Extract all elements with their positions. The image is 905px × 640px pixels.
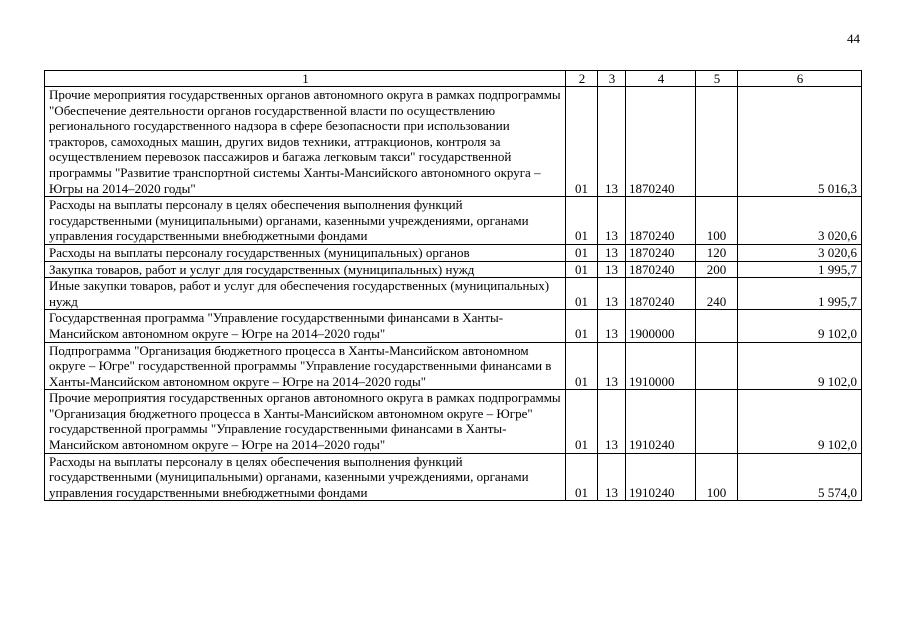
- row-section-code: 01: [566, 278, 598, 310]
- row-expense-type: [696, 390, 738, 453]
- row-target-article: 1910240: [626, 453, 696, 501]
- row-amount: 1 995,7: [738, 261, 862, 278]
- row-section-code: 01: [566, 261, 598, 278]
- row-target-article: 1870240: [626, 278, 696, 310]
- row-description: Подпрограмма "Организация бюджетного процесса в Ханты-Мансийском автономном округе – Югре" государственной программы "Управление государственными финансами в Ханты-Мансийском автономном округе – Югре на 2014–2020 годы": [45, 342, 566, 390]
- table-row: [45, 87, 862, 197]
- row-section-code: 01: [566, 310, 598, 342]
- row-subsection-code: 13: [598, 244, 626, 261]
- column-header-2: 2: [566, 71, 598, 87]
- row-section-code: 01: [566, 244, 598, 261]
- row-subsection-code: 13: [598, 278, 626, 310]
- row-description: Прочие мероприятия государственных органов автономного округа в рамках подпрограммы "Обеспечение деятельности органов государственной власти по осуществлению регионального государственного надзора в сфере безопасности при использовании тракторов, самоходных машин, других видов техники, аттракционов, контроля за осуществлением перевозок пассажиров и багажа легковым такси" государственной программы "Развитие транспортной системы Ханты-Мансийского автономного округа – Югры на 2014–2020 годы": [45, 87, 566, 197]
- row-description: Иные закупки товаров, работ и услуг для обеспечения государственных (муниципальных) нужд: [45, 278, 566, 310]
- row-description: Расходы на выплаты персоналу в целях обеспечения выполнения функций государственными (муниципальными) органами, казенными учреждениями, органами управления государственными внебюджетными фондами: [45, 453, 566, 501]
- row-amount: 9 102,0: [738, 310, 862, 342]
- row-target-article: 1870240: [626, 261, 696, 278]
- row-expense-type: [696, 87, 738, 197]
- table-row: [45, 261, 862, 278]
- row-expense-type: 100: [696, 197, 738, 245]
- row-amount: 5 574,0: [738, 453, 862, 501]
- column-header-5: 5: [696, 71, 738, 87]
- row-amount: 1 995,7: [738, 278, 862, 310]
- row-subsection-code: 13: [598, 453, 626, 501]
- row-expense-type: 120: [696, 244, 738, 261]
- table-row: [45, 310, 862, 342]
- row-section-code: 01: [566, 453, 598, 501]
- row-amount: 9 102,0: [738, 342, 862, 390]
- row-target-article: 1900000: [626, 310, 696, 342]
- row-subsection-code: 13: [598, 261, 626, 278]
- page-number: 44: [847, 31, 860, 46]
- table-row: [45, 244, 862, 261]
- table-row: [45, 342, 862, 390]
- row-description: Прочие мероприятия государственных органов автономного округа в рамках подпрограммы "Организация бюджетного процесса в Ханты-Мансийском автономном округе – Югре" государственной программы "Управление государственными финансами в Ханты-Мансийском автономном округе – Югре на 2014–2020 годы": [45, 390, 566, 453]
- row-section-code: 01: [566, 342, 598, 390]
- row-subsection-code: 13: [598, 197, 626, 245]
- row-expense-type: 100: [696, 453, 738, 501]
- row-amount: 3 020,6: [738, 197, 862, 245]
- table-row: [45, 197, 862, 245]
- row-target-article: 1870240: [626, 197, 696, 245]
- row-description: Расходы на выплаты персоналу государственных (муниципальных) органов: [45, 244, 566, 261]
- row-section-code: 01: [566, 87, 598, 197]
- table-header-row: [45, 71, 862, 87]
- row-description: Закупка товаров, работ и услуг для государственных (муниципальных) нужд: [45, 261, 566, 278]
- row-target-article: 1870240: [626, 244, 696, 261]
- row-expense-type: [696, 310, 738, 342]
- row-description: Расходы на выплаты персоналу в целях обеспечения выполнения функций государственными (муниципальными) органами, казенными учреждениями, органами управления государственными внебюджетными фондами: [45, 197, 566, 245]
- row-expense-type: [696, 342, 738, 390]
- column-header-6: 6: [738, 71, 862, 87]
- row-expense-type: 240: [696, 278, 738, 310]
- row-target-article: 1910240: [626, 390, 696, 453]
- row-target-article: 1870240: [626, 87, 696, 197]
- row-section-code: 01: [566, 197, 598, 245]
- row-subsection-code: 13: [598, 87, 626, 197]
- table-row: [45, 390, 862, 453]
- row-subsection-code: 13: [598, 310, 626, 342]
- table-row: [45, 278, 862, 310]
- table-row: [45, 453, 862, 501]
- row-amount: 9 102,0: [738, 390, 862, 453]
- row-expense-type: 200: [696, 261, 738, 278]
- row-section-code: 01: [566, 390, 598, 453]
- row-amount: 5 016,3: [738, 87, 862, 197]
- row-subsection-code: 13: [598, 342, 626, 390]
- budget-table: [44, 70, 862, 501]
- row-description: Государственная программа "Управление государственными финансами в Ханты-Мансийском автономном округе – Югре на 2014–2020 годы": [45, 310, 566, 342]
- column-header-1: 1: [45, 71, 566, 87]
- row-amount: 3 020,6: [738, 244, 862, 261]
- column-header-3: 3: [598, 71, 626, 87]
- row-subsection-code: 13: [598, 390, 626, 453]
- row-target-article: 1910000: [626, 342, 696, 390]
- column-header-4: 4: [626, 71, 696, 87]
